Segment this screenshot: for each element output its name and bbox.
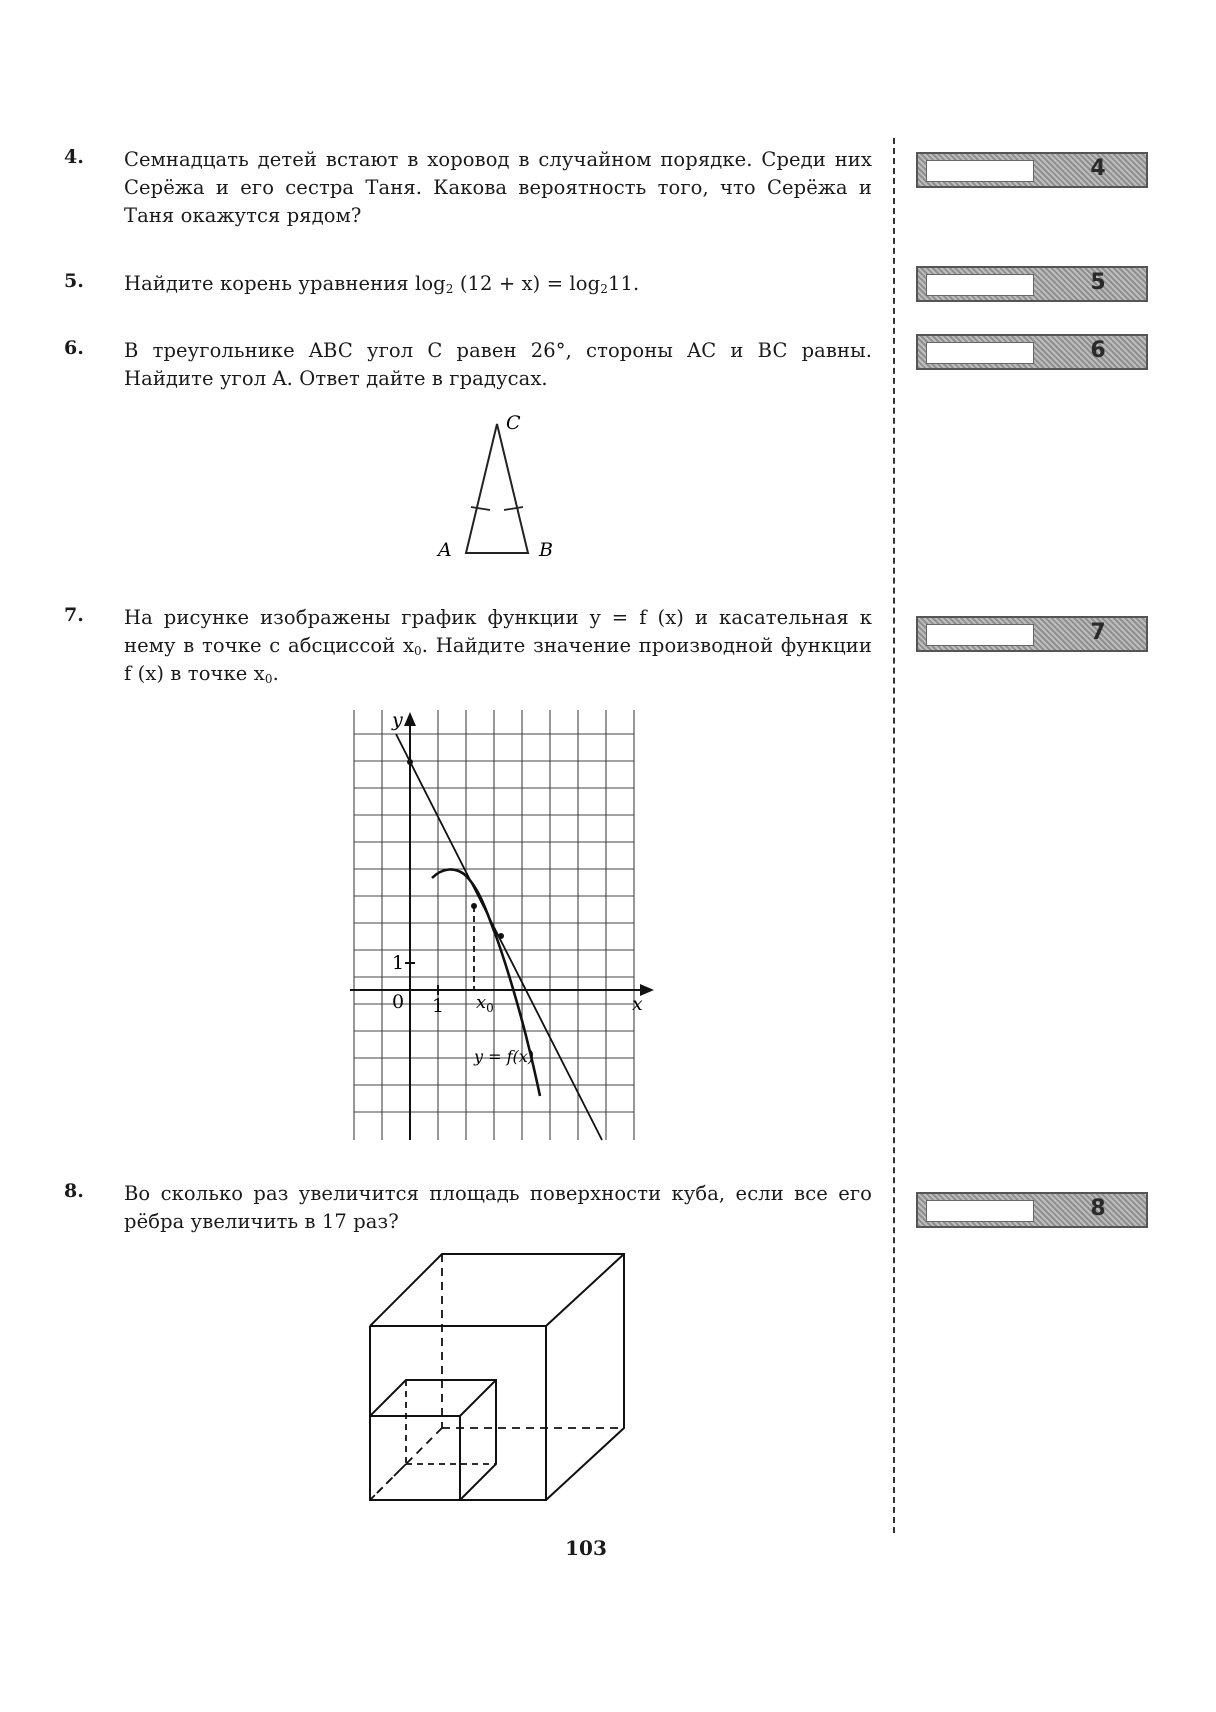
- tick-bc: [504, 507, 523, 510]
- task-5-number: 5.: [64, 270, 84, 292]
- task-7-number: 7.: [64, 604, 84, 626]
- triangle-figure: [430, 410, 570, 560]
- task-6-text: В треугольнике ABC угол C равен 26°, стороны AC и BC равны. Найдите угол A. Ответ дайте в градусах.: [124, 339, 872, 390]
- answer-box-7: [916, 616, 1148, 652]
- label-c: C: [506, 412, 521, 434]
- curve-label: y = f(x): [474, 1047, 535, 1066]
- origin-label: 0: [392, 991, 405, 1013]
- x0-label-main: x: [476, 992, 487, 1013]
- label-a: A: [438, 539, 452, 561]
- answer-field-8[interactable]: [926, 1200, 1034, 1222]
- triangle-abc: [466, 424, 528, 553]
- tick-ac: [471, 507, 490, 510]
- x-axis-label: x: [632, 993, 643, 1015]
- answer-label-6: 6: [1090, 338, 1106, 363]
- answer-label-4: 4: [1090, 156, 1106, 181]
- task-5-text-part1: Найдите корень уравнения log: [124, 272, 446, 295]
- answer-label-8: 8: [1090, 1196, 1106, 1221]
- answer-field-4[interactable]: [926, 160, 1034, 182]
- task-6-number: 6.: [64, 337, 84, 359]
- answer-label-5: 5: [1090, 270, 1106, 295]
- cut-line: [893, 138, 895, 1533]
- grid: [354, 710, 634, 1140]
- answer-box-4: [916, 152, 1148, 188]
- task-5-text-part3: 11.: [607, 272, 640, 295]
- tangent-y-intercept: [407, 759, 413, 765]
- answer-field-6[interactable]: [926, 342, 1034, 364]
- label-b: B: [539, 539, 553, 561]
- x0-label-sub: 0: [486, 1001, 494, 1015]
- task-5-text: [124, 270, 872, 298]
- answer-field-7[interactable]: [926, 624, 1034, 646]
- task-4-text: Семнадцать детей встают в хоровод в случайном порядке. Среди них Серёжа и его сестра Таня. Какова вероятность того, что Серёжа и Таня окажутся рядом?: [124, 148, 872, 227]
- answer-field-5[interactable]: [926, 274, 1034, 296]
- task-4-number: 4.: [64, 146, 84, 168]
- answer-box-8: [916, 1192, 1148, 1228]
- one-y-label: 1: [392, 952, 405, 974]
- task-8-text: Во сколько раз увеличится площадь поверхности куба, если все его рёбра увеличить в 17 раз?: [124, 1182, 872, 1233]
- task-7-sub1: 0: [414, 644, 422, 658]
- answer-label-7: 7: [1090, 620, 1106, 645]
- x0-label: [476, 992, 494, 1015]
- answer-box-5: [916, 266, 1148, 302]
- task-8-number: 8.: [64, 1180, 84, 1202]
- task-5-sub1: 2: [445, 282, 454, 296]
- y-axis-arrow: [404, 712, 416, 726]
- curve-point: [498, 933, 504, 939]
- task-7-text-part1: На рисунке изображены график функции y = f (x) и касательная к нему в точке с абсциссой x: [124, 606, 872, 657]
- function-graph: [340, 710, 660, 1150]
- cube-figure: [360, 1250, 640, 1510]
- task-7-sub2: 0: [264, 672, 273, 686]
- page-number: 103: [565, 1536, 607, 1560]
- task-5-text-part2: (12 + x) = log: [453, 272, 601, 295]
- y-axis-label: y: [392, 709, 403, 731]
- task-7-text-part2: . Найдите значение производной функции f (x) в точке x: [124, 634, 872, 685]
- one-x-label: 1: [432, 995, 445, 1017]
- answer-box-6: [916, 334, 1148, 370]
- task-7-text-part3: .: [272, 662, 279, 685]
- task-7-text: [124, 604, 872, 688]
- task-5-sub2: 2: [600, 282, 608, 296]
